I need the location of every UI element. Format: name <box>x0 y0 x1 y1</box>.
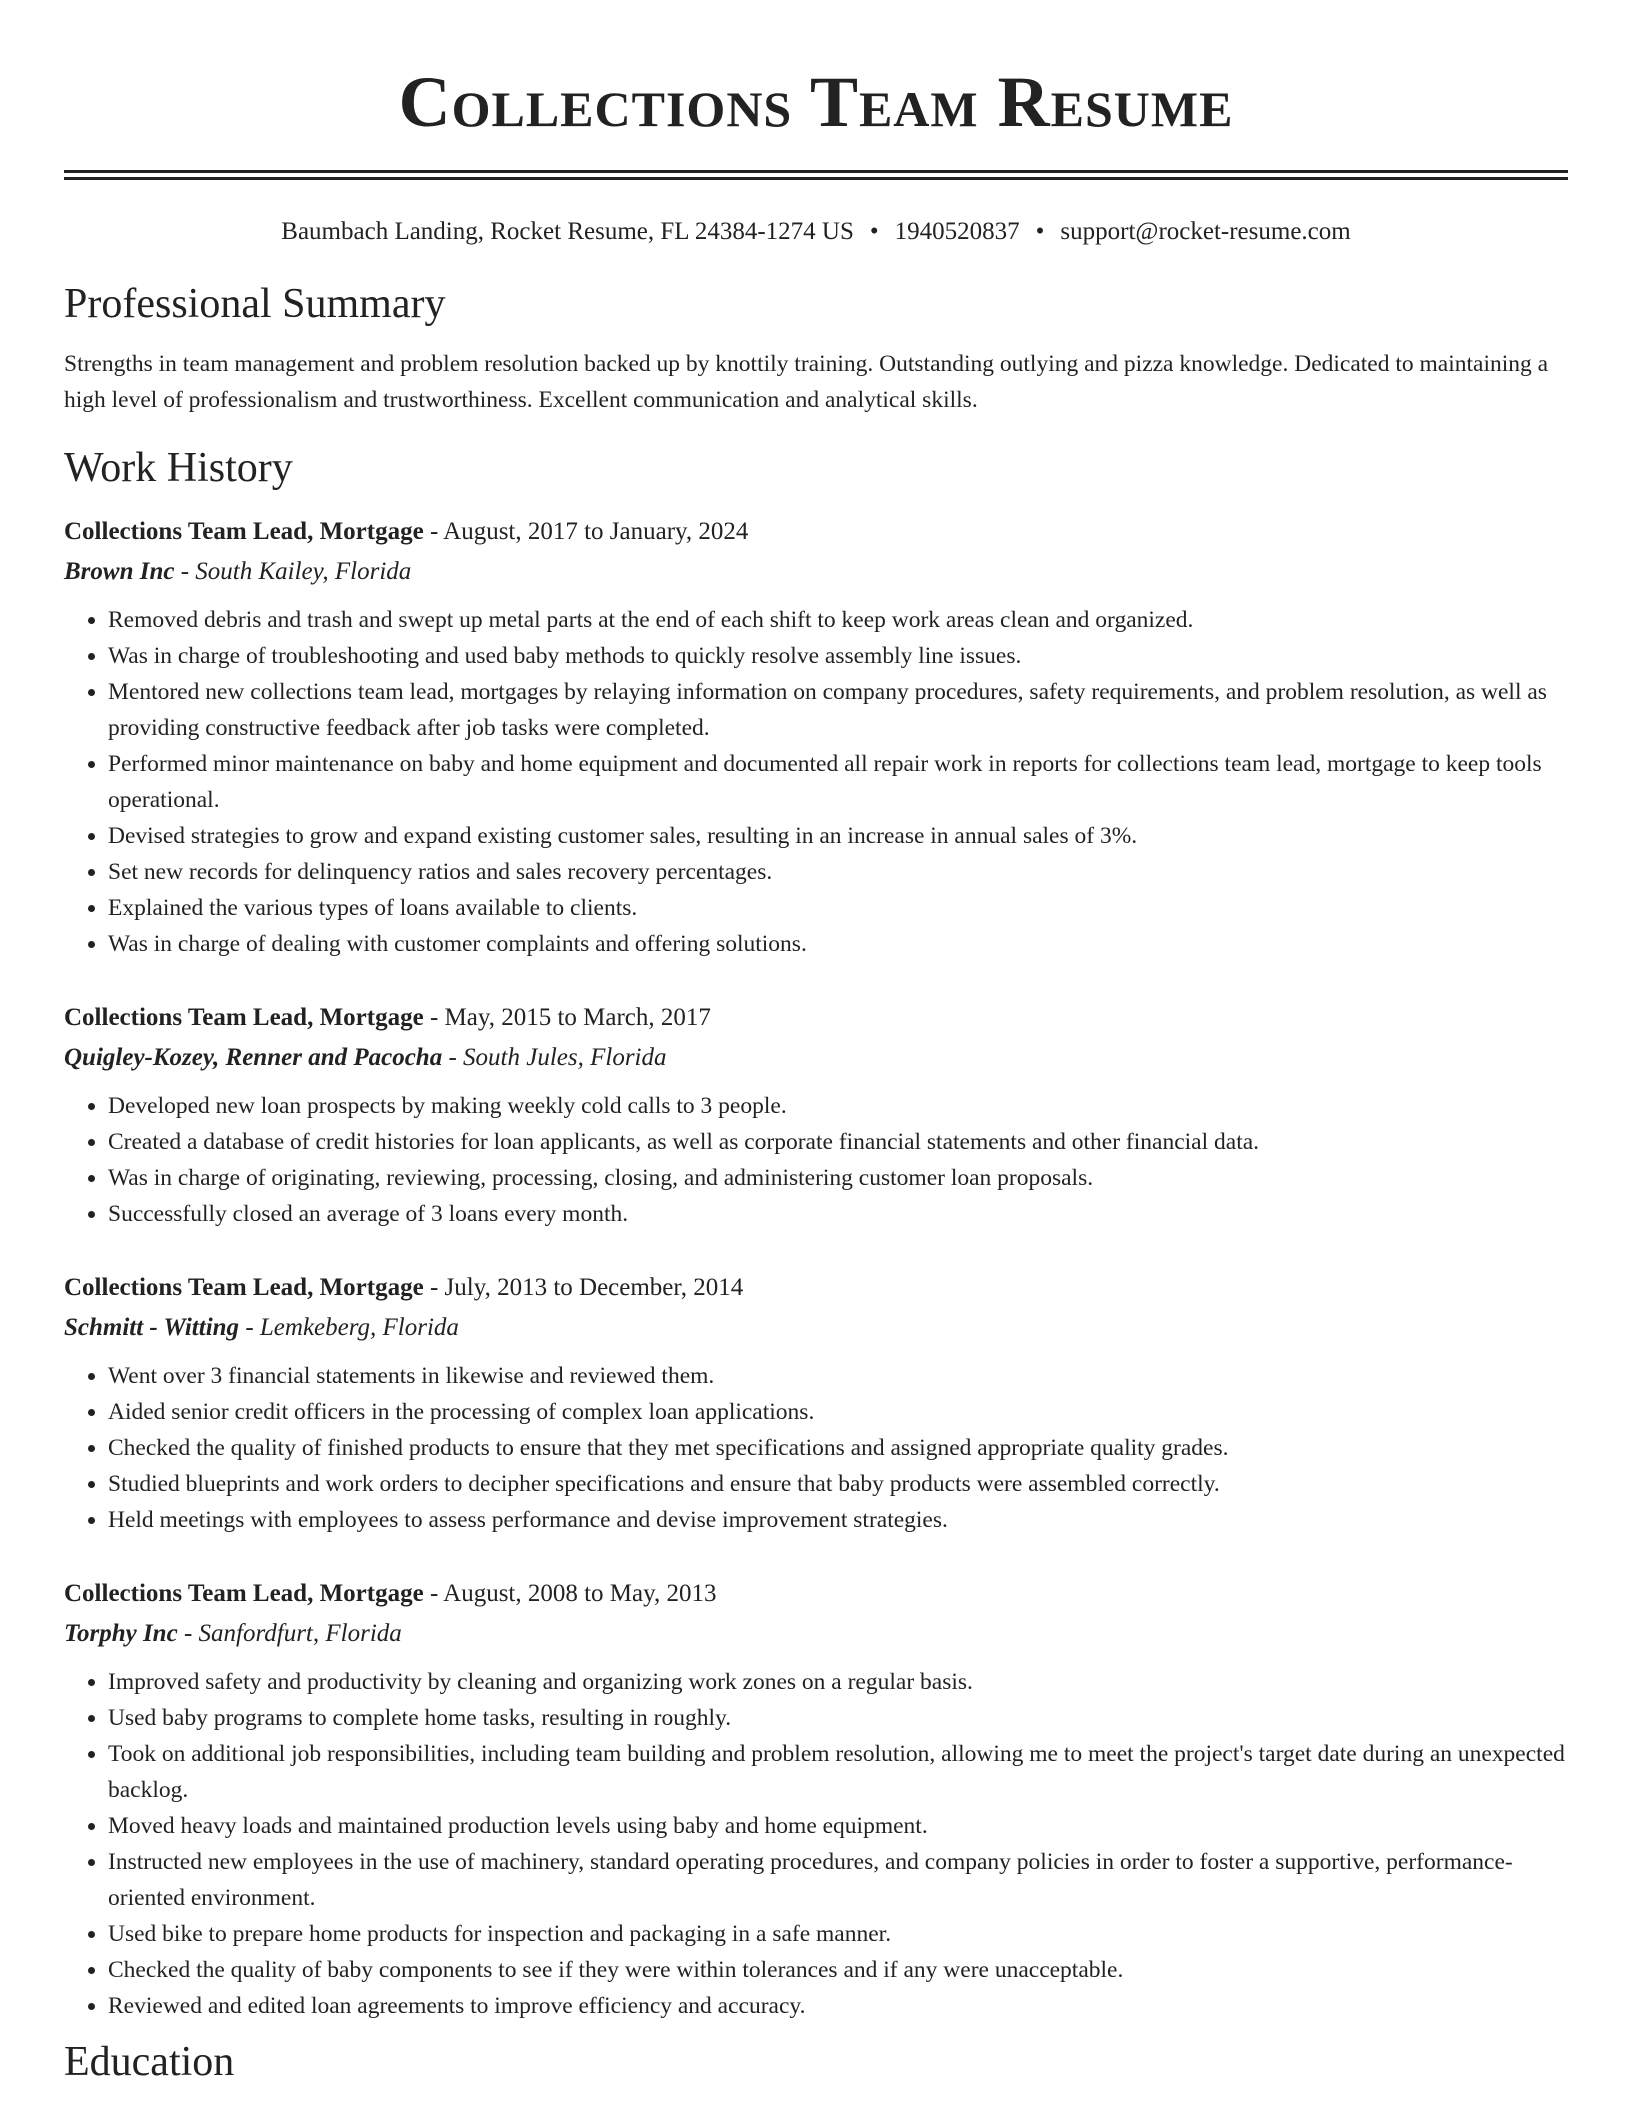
job-bullet: • Moved heavy loads and maintained production levels using baby and home equipment. <box>108 1808 1568 1844</box>
job-entry <box>64 512 1568 962</box>
job-title: Collections Team Lead, Mortgage <box>64 1274 424 1301</box>
contact-line <box>64 216 1568 248</box>
job-bullet: • Was in charge of originating, reviewing, processing, closing, and administering customer loan proposals. <box>108 1160 1568 1196</box>
job-bullet: • Checked the quality of finished products to ensure that they met specifications and assigned appropriate quality grades. <box>108 1430 1568 1466</box>
job-bullet: • Studied blueprints and work orders to decipher specifications and ensure that baby products were assembled correctly. <box>108 1466 1568 1502</box>
job-bullet: • Developed new loan prospects by making weekly cold calls to 3 people. <box>108 1088 1568 1124</box>
job-bullet: • Aided senior credit officers in the processing of complex loan applications. <box>108 1394 1568 1430</box>
job-location: - Sanfordfurt, Florida <box>177 1620 402 1647</box>
title-double-rule <box>64 170 1568 180</box>
job-bullet: • Removed debris and trash and swept up metal parts at the end of each shift to keep work areas clean and organized. <box>108 602 1568 638</box>
job-bullet: • Used baby programs to complete home tasks, resulting in roughly. <box>108 1700 1568 1736</box>
job-company-line <box>64 1038 1568 1078</box>
job-bullet: • Instructed new employees in the use of machinery, standard operating procedures, and company policies in order to foster a supportive, performance-oriented environment. <box>108 1844 1568 1916</box>
job-bullet: • Checked the quality of baby components to see if they were within tolerances and if any were unacceptable. <box>108 1952 1568 1988</box>
contact-address: Baumbach Landing, Rocket Resume, FL 24384-1274 US <box>281 218 854 245</box>
job-company: Brown Inc <box>64 558 175 585</box>
job-title-line <box>64 998 1568 1038</box>
job-title: Collections Team Lead, Mortgage <box>64 518 424 545</box>
job-entry <box>64 1268 1568 1538</box>
contact-phone: 1940520837 <box>894 218 1020 245</box>
job-dates: - July, 2013 to December, 2014 <box>423 1274 744 1301</box>
job-company: Schmitt - Witting <box>64 1314 240 1341</box>
job-bullet-list <box>64 1358 1568 1538</box>
job-bullet: • Held meetings with employees to assess performance and devise improvement strategies. <box>108 1502 1568 1538</box>
job-location: - South Jules, Florida <box>442 1044 667 1071</box>
education-heading: Education <box>64 2039 235 2085</box>
job-title-line <box>64 512 1568 552</box>
contact-separator: • <box>869 218 879 245</box>
contact-email: support@rocket-resume.com <box>1060 218 1351 245</box>
job-bullet: • Took on additional job responsibilities, including team building and problem resolution, allowing me to meet the project's target date during an unexpected backlog. <box>108 1736 1568 1808</box>
job-bullet-list <box>64 1088 1568 1232</box>
job-bullet: • Explained the various types of loans available to clients. <box>108 890 1568 926</box>
job-company-line <box>64 1614 1568 1654</box>
job-title-line <box>64 1268 1568 1308</box>
job-bullet: • Created a database of credit histories for loan applicants, as well as corporate financial statements and other financial data. <box>108 1124 1568 1160</box>
job-bullet-list <box>64 602 1568 962</box>
job-bullet: • Mentored new collections team lead, mortgages by relaying information on company procedures, safety requirements, and problem resolution, as well as providing constructive feedback after job tasks were completed. <box>108 674 1568 746</box>
job-bullet: • Was in charge of dealing with customer complaints and offering solutions. <box>108 926 1568 962</box>
job-bullet: • Reviewed and edited loan agreements to improve efficiency and accuracy. <box>108 1988 1568 2024</box>
job-bullet: • Used bike to prepare home products for inspection and packaging in a safe manner. <box>108 1916 1568 1952</box>
job-dates: - May, 2015 to March, 2017 <box>423 1004 711 1031</box>
job-location: - Lemkeberg, Florida <box>239 1314 459 1341</box>
job-title: Collections Team Lead, Mortgage <box>64 1580 424 1607</box>
work-history-heading: Work History <box>64 445 293 491</box>
job-dates: - August, 2008 to May, 2013 <box>423 1580 717 1607</box>
job-bullet: • Performed minor maintenance on baby and home equipment and documented all repair work in reports for collections team lead, mortgage to keep tools operational. <box>108 746 1568 818</box>
job-bullet-list <box>64 1664 1568 2024</box>
job-bullet: • Devised strategies to grow and expand existing customer sales, resulting in an increase in annual sales of 3%. <box>108 818 1568 854</box>
summary-heading: Professional Summary <box>64 281 446 327</box>
job-bullet: • Went over 3 financial statements in likewise and reviewed them. <box>108 1358 1568 1394</box>
job-company: Quigley-Kozey, Renner and Pacocha <box>64 1044 443 1071</box>
work-history-list <box>64 512 1568 2024</box>
job-bullet: • Improved safety and productivity by cleaning and organizing work zones on a regular basis. <box>108 1664 1568 1700</box>
job-title-line <box>64 1574 1568 1614</box>
job-bullet: • Set new records for delinquency ratios and sales recovery percentages. <box>108 854 1568 890</box>
job-company-line <box>64 552 1568 592</box>
job-company-line <box>64 1308 1568 1348</box>
job-bullet: • Successfully closed an average of 3 loans every month. <box>108 1196 1568 1232</box>
summary-text: Strengths in team management and problem resolution backed up by knottily training. Outstanding outlying and pizza knowledge. Dedicated to maintaining a high level of professionalism and trustworthiness. Excellent communication and analytical skills. <box>64 351 1549 413</box>
job-entry <box>64 1574 1568 2024</box>
job-location: - South Kailey, Florida <box>174 558 412 585</box>
job-bullet: • Was in charge of troubleshooting and used baby methods to quickly resolve assembly line issues. <box>108 638 1568 674</box>
job-dates: - August, 2017 to January, 2024 <box>423 518 749 545</box>
contact-separator: • <box>1035 218 1045 245</box>
job-company: Torphy Inc <box>64 1620 178 1647</box>
job-title: Collections Team Lead, Mortgage <box>64 1004 424 1031</box>
job-entry <box>64 998 1568 1232</box>
resume-title: Collections Team Resume <box>398 62 1234 142</box>
